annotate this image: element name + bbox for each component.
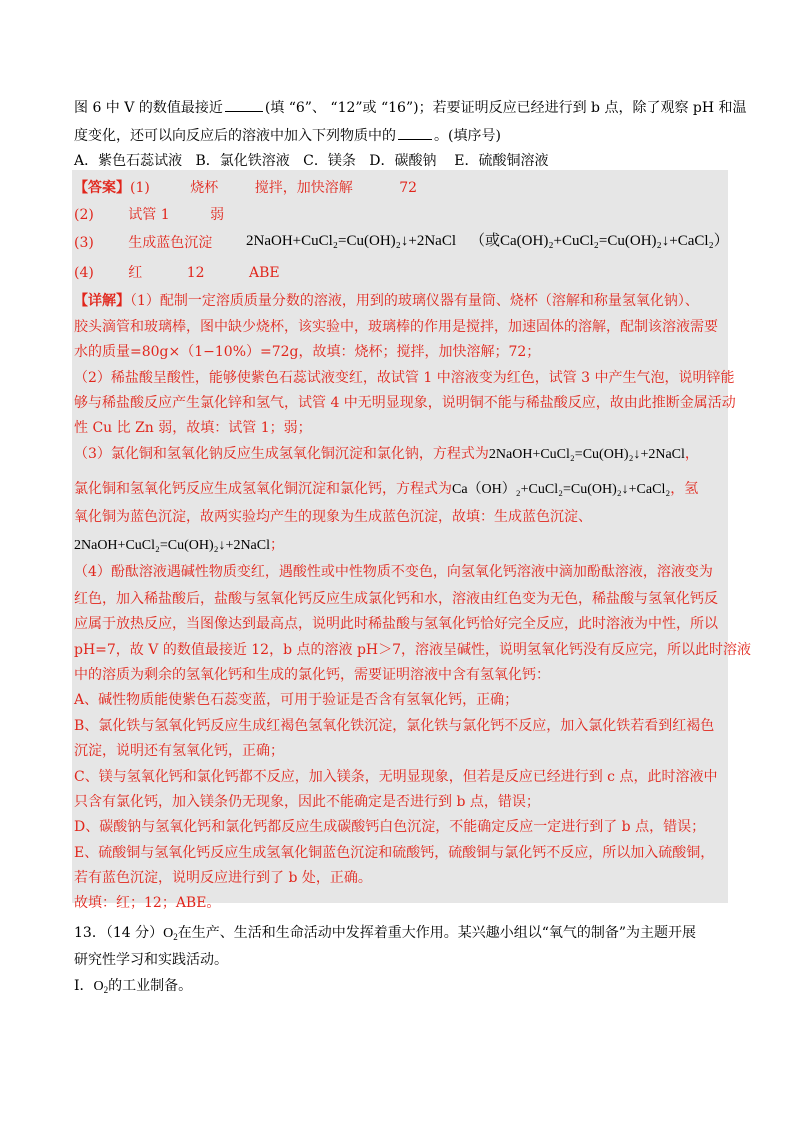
section-number: I． (74, 978, 94, 994)
detail-line (74, 479, 698, 500)
detail-text: （1）配制一定溶质质量分数的溶液，用到的玻璃仪器有量筒、烧杯（溶解和称量氢氧化钠）、 (130, 293, 699, 309)
question-number: 13．（14 分） (74, 925, 164, 941)
detail-line: 应属于放热反应，当图像达到最高点，说明此时稀盐酸与氢氧化钙恰好完全反应，此时溶液为中性，所以 (74, 616, 718, 632)
question-text: 度变化，还可以向反应后的溶液中加入下列物质中的 (74, 128, 396, 144)
detail-line: （2）稀盐酸呈酸性，能够使紫色石蕊试液变红，故试管 1 中溶液变为红色，试管 3 中产生气泡，说明锌能 (74, 370, 735, 386)
answer-value: ABE (249, 265, 280, 281)
answer-value: 弱 (210, 207, 225, 223)
answer-row-4 (74, 263, 280, 283)
equation: 2NaOH+CuCl₂=Cu(OH)₂↓+2NaCl (74, 538, 270, 553)
question-13-line: 研究性学习和实践活动。 (74, 952, 228, 968)
answer-num: (4) (74, 265, 94, 281)
detail-line: 性 Cu 比 Zn 弱，故填：试管 1；弱； (74, 420, 312, 436)
detail-line: pH=7，故 V 的数值最接近 12，b 点的溶液 pH＞7，溶液呈碱性，说明氢氧化钙没有反应完，所以此时溶液 (74, 642, 752, 658)
detail-line: 中的溶质为剩余的氢氧化钙和生成的氯化钙，需要证明溶液中含有氢氧化钙： (74, 667, 550, 683)
detail-text: ，氢 (670, 481, 699, 497)
detail-line: 够与稀盐酸反应产生氯化锌和氢气，试管 4 中无明显现象，说明铜不能与稀盐酸反应，故由此推断金属活动 (74, 395, 736, 411)
answer-value: 搅拌，加快溶解 (254, 180, 353, 196)
detail-line: （3）氯化铜和氢氧化钠反应生成氢氧化铜沉淀和氯化钠，方程式为2NaOH+CuCl₂=Cu(OH)₂↓+2NaCl， (74, 446, 699, 462)
detail-text: （3）氯化铜和氢氧化钠反应生成氢氧化铜沉淀和氯化钠，方程式为 (74, 446, 489, 462)
answer-num: (1) (130, 180, 150, 196)
question-13-line (74, 923, 696, 947)
detail-line: A、碱性物质能使紫色石蕊变蓝，可用于验证是否含有氢氧化钙，正确； (74, 692, 519, 708)
answer-row-2 (74, 205, 224, 225)
detail-line: 红色，加入稀盐酸后，盐酸与氢氧化钙反应生成氯化钙和水，溶液由红色变为无色，稀盐酸与氢氧化钙反 (74, 591, 718, 607)
answer-blank (398, 125, 432, 140)
answer-value: 试管 1 (128, 207, 170, 223)
equation: 2NaOH+CuCl₂=Cu(OH)₂↓+2NaCl (488, 447, 685, 462)
question-text: 在生产、生活和生命活动中发挥着重大作用。某兴趣小组以“氧气的制备”为主题开展 (177, 925, 697, 941)
option-a: A．紫色石蕊试液 (74, 153, 183, 169)
answer-value: 烧杯 (190, 180, 219, 196)
detail-line: D、碳酸钠与氢氧化钙和氯化钙都反应生成碳酸钙白色沉淀，不能确定反应一定进行到了 b 点，错误； (74, 819, 706, 835)
detail-line: 2NaOH+CuCl₂=Cu(OH)₂↓+2NaCl； (74, 537, 284, 553)
detail-line: （4）酚酞溶液遇碱性物质变红，遇酸性或中性物质不变色，向氢氧化钙溶液中滴加酚酞溶液，溶液变为 (74, 564, 713, 580)
detail-line: 胶头滴管和玻璃棒，图中缺少烧杯，该实验中，玻璃棒的作用是搅拌，加速固体的溶解，配制该溶液需要 (74, 319, 718, 335)
question-13-line (74, 976, 192, 1000)
question-text: (填 “6”、 “12”或 “16”)；若要证明反应已经进行到 b 点，除了观察 pH 和温 (264, 100, 747, 116)
answer-value: 生成蓝色沉淀 (128, 235, 213, 251)
equation: Ca（OH）₂+CuCl₂=Cu(OH)₂↓+CaCl₂ (452, 482, 671, 497)
equation: （或Ca(OH)₂+CuCl₂=Cu(OH)₂↓+CaCl₂） (470, 233, 729, 249)
detail-line: 若有蓝色沉淀，说明反应进行到了 b 处，正确。 (74, 870, 372, 886)
options-line (74, 151, 549, 171)
answer-row-3 (74, 233, 212, 253)
answer-value: 72 (399, 180, 418, 196)
detail-line: 氧化铜为蓝色沉淀，故两实验均产生的现象为生成蓝色沉淀，故填：生成蓝色沉淀、 (74, 509, 592, 525)
detail-text: 氯化铜和氢氧化钙反应生成氢氧化铜沉淀和氯化钙，方程式为 (74, 481, 452, 497)
detail-line: E、硫酸铜与氢氧化钙反应生成氢氧化铜蓝色沉淀和硫酸钙，硫酸铜与氯化钙不反应，所以加入硫酸铜， (74, 845, 715, 861)
answer-value: 红 (128, 265, 143, 281)
answer-blank (225, 97, 263, 112)
question-text: 。(填序号) (434, 128, 501, 144)
equation: 2NaOH+CuCl₂=Cu(OH)₂↓+2NaCl (246, 233, 456, 249)
option-d: D．碳酸钠 (369, 153, 437, 169)
answer-row-1 (74, 178, 417, 198)
question-line (74, 125, 501, 146)
answer-num: (3) (74, 235, 94, 251)
detail-line: 水的质量=80g×（1−10%）=72g，故填：烧杯；搅拌，加快溶解；72； (74, 344, 541, 360)
detail-line: C、镁与氢氧化钙和氯化钙都不反应，加入镁条，无明显现象，但若是反应已经进行到 c 点，此时溶液中 (74, 769, 718, 785)
o2-formula: $O_2$ (93, 979, 109, 995)
question-text: 的工业制备。 (108, 978, 193, 994)
detail-label: 【详解】 (74, 293, 130, 309)
question-line (74, 97, 747, 118)
answer-num: (2) (74, 207, 94, 223)
detail-line: 只含有氯化钙，加入镁条仍无现象，因此不能确定是否进行到 b 点，错误； (74, 794, 540, 810)
detail-line: 沉淀，说明还有氢氧化钙，正确； (74, 743, 284, 759)
option-b: B．氯化铁溶液 (195, 153, 290, 169)
answer-value: 12 (186, 265, 205, 281)
option-e: E．硫酸铜溶液 (454, 153, 549, 169)
detail-line (74, 291, 699, 311)
option-c: C．镁条 (303, 153, 356, 169)
answer-label: 【答案】 (74, 180, 130, 196)
o2-formula: $O_2$ (163, 926, 178, 942)
detail-line: 故填：红；12；ABE。 (74, 895, 221, 911)
detail-line: B、氯化铁与氢氧化钙反应生成红褐色氢氧化铁沉淀，氯化铁与氯化钙不反应，加入氯化铁若看到红褐色 (74, 718, 715, 734)
question-text: 图 6 中 V 的数值最接近 (74, 100, 223, 116)
